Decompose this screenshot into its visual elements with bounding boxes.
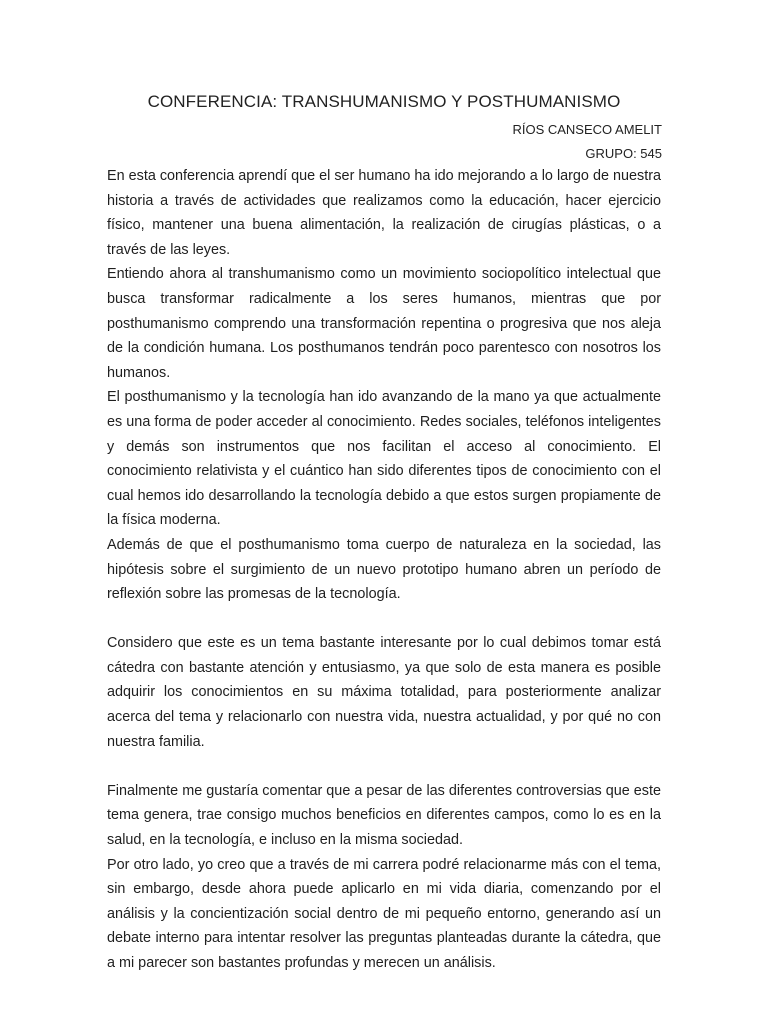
group-label: GRUPO: 545 [585,146,662,161]
paragraph-4: Además de que el posthumanismo toma cuerpo de naturaleza en la sociedad, las hipótesis sobre el surgimiento de un nuevo prototipo humano abren un período de reflexión sobre las promesas de la tecnología. [107,536,661,603]
document-body [107,164,661,976]
paragraph-1: En esta conferencia aprendí que el ser humano ha ido mejorando a lo largo de nuestra historia a través de actividades que realizamos como la educación, hacer ejercicio físico, mantener una buena alimentación, la realización de cirugías plásticas, o a través de las leyes. [107,168,661,258]
paragraph-6: Finalmente me gustaría comentar que a pesar de las diferentes controversias que este tema genera, trae consigo muchos beneficios en diferentes campos, como lo es en la salud, en la tecnología, e incluso en la misma sociedad. [107,782,661,849]
paragraph-2: Entiendo ahora al transhumanismo como un movimiento sociopolítico intelectual que busca transformar radicalmente a los seres humanos, mientras que por posthumanismo comprendo una transformación repentina o progresiva que nos aleja de la condición humana. Los posthumanos tendrán poco parentesco con nosotros los humanos. [107,266,661,381]
paragraph-7: Por otro lado, yo creo que a través de mi carrera podré relacionarme más con el tema, sin embargo, desde ahora puede aplicarlo en mi vida diaria, comenzando por el análisis y la concientización social dentro de mi pequeño entorno, generando así un debate interno para intentar resolver las preguntas planteadas durante la cátedra, que a mi parecer son bastantes profundas y merecen un análisis. [107,856,661,971]
paragraph-5: Considero que este es un tema bastante interesante por lo cual debimos tomar está cátedra con bastante atención y entusiasmo, ya que solo de esta manera es posible adquirir los conocimientos en su máxima totalidad, para posteriormente analizar acerca del tema y relacionarlo con nuestra vida, nuestra actualidad, y por qué no con nuestra familia. [107,635,661,750]
document-title: CONFERENCIA: TRANSHUMANISMO Y POSTHUMANISMO [147,92,621,111]
paragraph-3: El posthumanismo y la tecnología han ido avanzando de la mano ya que actualmente es una forma de poder acceder al conocimiento. Redes sociales, teléfonos inteligentes y demás son instrumentos que nos facilitan el acceso al conocimiento. El conocimiento relativista y el cuántico han sido diferentes tipos de conocimiento con el cual hemos ido desarrollando la tecnología debido a que estos surgen propiamente de la física moderna. [107,389,661,529]
author-name: RÍOS CANSECO AMELIT [512,122,662,137]
